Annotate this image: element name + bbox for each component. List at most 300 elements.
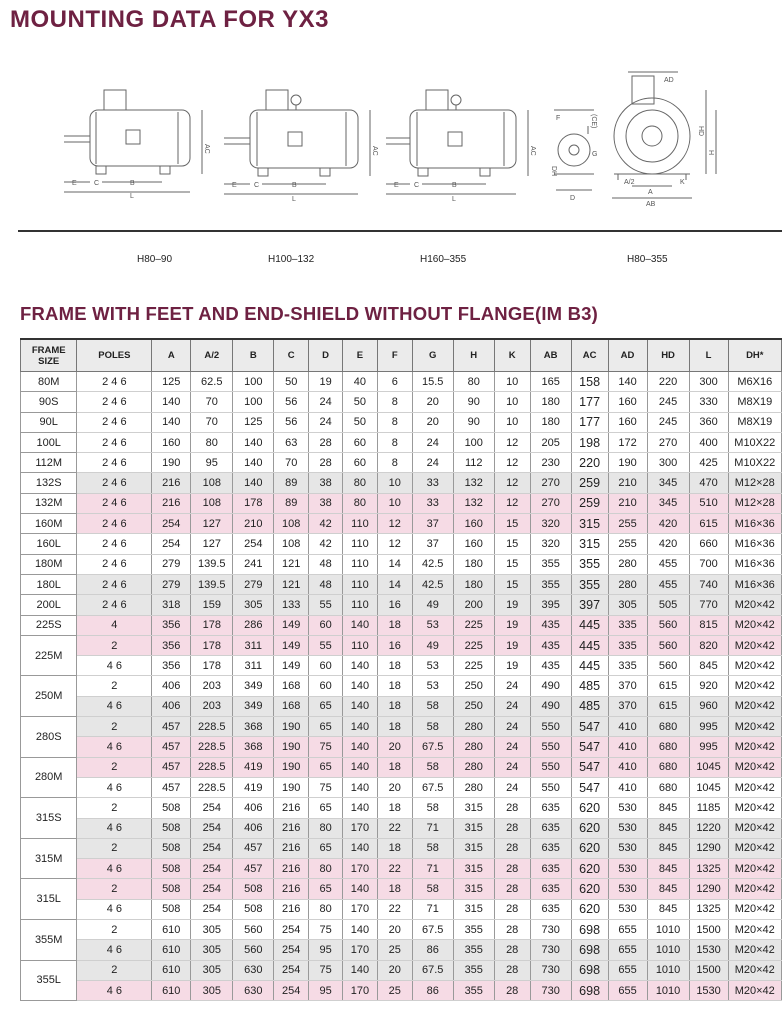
table-cell: 254 <box>191 838 233 858</box>
table-cell: 254 <box>191 818 233 838</box>
table-cell: 24 <box>309 392 343 412</box>
table-cell: 125 <box>152 372 191 392</box>
table-cell: 28 <box>494 940 530 960</box>
table-cell: 547 <box>571 737 608 757</box>
table-cell: 177 <box>571 392 608 412</box>
table-cell: 14 <box>377 574 412 594</box>
table-header <box>21 339 782 372</box>
table-cell: 680 <box>647 777 689 797</box>
table-cell: 24 <box>494 757 530 777</box>
table-cell: 89 <box>274 493 309 513</box>
table-cell: 56 <box>274 412 309 432</box>
table-cell: 190 <box>274 757 309 777</box>
table-cell: 730 <box>530 960 571 980</box>
table-cell: 12 <box>494 453 530 473</box>
table-row <box>21 453 782 473</box>
table-cell: M10X22 <box>728 453 781 473</box>
table-cell: 160 <box>453 534 494 554</box>
table-cell: 149 <box>274 656 309 676</box>
table-cell: 216 <box>274 818 309 838</box>
dim-c-label: C <box>414 182 420 189</box>
table-cell: 65 <box>309 879 343 899</box>
table-cell: 18 <box>377 615 412 635</box>
table-cell: 845 <box>689 656 728 676</box>
table-cell: 305 <box>233 595 274 615</box>
table-cell: 149 <box>274 615 309 635</box>
dim-a2-label: A/2 <box>624 179 635 186</box>
table-cell: 2 <box>77 676 152 696</box>
table-cell: 698 <box>571 960 608 980</box>
dim-ad-label: AD <box>664 77 674 84</box>
table-cell: 210 <box>608 493 647 513</box>
table-cell: 18 <box>377 798 412 818</box>
table-cell: 698 <box>571 940 608 960</box>
table-row <box>21 737 782 757</box>
table-cell: 19 <box>494 635 530 655</box>
table-cell: 133 <box>274 595 309 615</box>
table-cell: 160 <box>453 514 494 534</box>
table-cell: 140 <box>152 412 191 432</box>
table-row <box>21 859 782 879</box>
table-cell: M20×42 <box>728 798 781 818</box>
frame-size-cell: 355M <box>21 920 77 961</box>
table-cell: 140 <box>343 879 378 899</box>
table-cell: 38 <box>309 493 343 513</box>
table-cell: 2 4 6 <box>77 412 152 432</box>
table-cell: 410 <box>608 737 647 757</box>
table-cell: 198 <box>571 432 608 452</box>
table-cell: 335 <box>608 656 647 676</box>
column-header: HD <box>647 339 689 372</box>
table-cell: 280 <box>453 757 494 777</box>
table-cell: 457 <box>152 777 191 797</box>
table-cell: 6 <box>377 372 412 392</box>
caption-h100-132: H100–132 <box>268 254 315 265</box>
table-cell: 410 <box>608 757 647 777</box>
table-cell: 318 <box>152 595 191 615</box>
table-row <box>21 960 782 980</box>
table-cell: 355 <box>453 920 494 940</box>
table-cell: 305 <box>191 960 233 980</box>
table-cell: 345 <box>647 493 689 513</box>
table-cell: 2 <box>77 960 152 980</box>
table-cell: 48 <box>309 574 343 594</box>
table-row <box>21 412 782 432</box>
table-cell: 635 <box>530 818 571 838</box>
table-cell: 65 <box>309 696 343 716</box>
frame-size-cell: 280M <box>21 757 77 798</box>
table-cell: 335 <box>608 635 647 655</box>
table-cell: 455 <box>647 574 689 594</box>
table-cell: 655 <box>608 960 647 980</box>
table-cell: 12 <box>377 534 412 554</box>
table-cell: 2 4 6 <box>77 554 152 574</box>
table-cell: 58 <box>412 838 453 858</box>
table-cell: 19 <box>494 656 530 676</box>
table-cell: 300 <box>647 453 689 473</box>
table-cell: 108 <box>274 514 309 534</box>
table-cell: 28 <box>494 859 530 879</box>
table-cell: M20×42 <box>728 859 781 879</box>
table-cell: 22 <box>377 859 412 879</box>
table-cell: 70 <box>191 412 233 432</box>
frame-size-cell: 160L <box>21 534 77 554</box>
table-cell: 1045 <box>689 777 728 797</box>
table-cell: 108 <box>191 493 233 513</box>
table-cell: 140 <box>233 432 274 452</box>
table-cell: 37 <box>412 514 453 534</box>
frame-size-cell: 80M <box>21 372 77 392</box>
table-cell: 368 <box>233 717 274 737</box>
table-cell: 419 <box>233 757 274 777</box>
frame-size-cell: 315S <box>21 798 77 839</box>
table-cell: 254 <box>191 798 233 818</box>
dim-ac-label: AC <box>203 144 210 154</box>
table-cell: 112 <box>453 453 494 473</box>
table-cell: 53 <box>412 615 453 635</box>
table-cell: 485 <box>571 696 608 716</box>
table-cell: 22 <box>377 818 412 838</box>
table-cell: 158 <box>571 372 608 392</box>
table-cell: 140 <box>343 656 378 676</box>
table-cell: 530 <box>608 838 647 858</box>
table-cell: M6X16 <box>728 372 781 392</box>
table-cell: 311 <box>233 635 274 655</box>
table-cell: 216 <box>274 798 309 818</box>
column-header: D <box>309 339 343 372</box>
dim-l-label: L <box>130 193 134 200</box>
table-cell: 24 <box>412 432 453 452</box>
table-cell: 2 <box>77 717 152 737</box>
table-cell: 315 <box>453 859 494 879</box>
table-cell: 355 <box>453 980 494 1000</box>
table-cell: 24 <box>494 676 530 696</box>
table-cell: 2 4 6 <box>77 473 152 493</box>
table-cell: 132 <box>453 473 494 493</box>
frame-size-cell: 315L <box>21 879 77 920</box>
table-cell: 228.5 <box>191 717 233 737</box>
table-cell: 655 <box>608 940 647 960</box>
table-cell: 140 <box>343 920 378 940</box>
table-cell: 406 <box>152 696 191 716</box>
table-cell: 20 <box>377 777 412 797</box>
table-cell: 395 <box>530 595 571 615</box>
table-cell: 178 <box>191 615 233 635</box>
table-cell: 205 <box>530 432 571 452</box>
table-cell: 635 <box>530 798 571 818</box>
table-cell: 680 <box>647 737 689 757</box>
section-title: FRAME WITH FEET AND END-SHIELD WITHOUT FLANGE(IM B3) <box>20 303 599 324</box>
table-row <box>21 717 782 737</box>
table-cell: 920 <box>689 676 728 696</box>
table-cell: 216 <box>274 899 309 919</box>
table-cell: 110 <box>343 574 378 594</box>
table-row <box>21 493 782 513</box>
table-cell: 508 <box>233 879 274 899</box>
table-cell: M20×42 <box>728 615 781 635</box>
table-cell: 140 <box>152 392 191 412</box>
table-cell: 445 <box>571 635 608 655</box>
table-cell: 25 <box>377 940 412 960</box>
table-cell: 4 6 <box>77 656 152 676</box>
table-cell: 100 <box>233 392 274 412</box>
table-cell: 28 <box>309 453 343 473</box>
table-cell: 228.5 <box>191 737 233 757</box>
table-cell: 24 <box>494 696 530 716</box>
table-cell: 4 6 <box>77 777 152 797</box>
table-cell: M20×42 <box>728 960 781 980</box>
table-cell: 28 <box>494 798 530 818</box>
table-cell: 2 4 6 <box>77 595 152 615</box>
table-cell: 18 <box>377 838 412 858</box>
caption-h80-355: H80–355 <box>627 254 668 265</box>
table-cell: 254 <box>191 859 233 879</box>
table-cell: 33 <box>412 473 453 493</box>
table-cell: 63 <box>274 432 309 452</box>
table-cell: 24 <box>309 412 343 432</box>
table-cell: 75 <box>309 737 343 757</box>
table-cell: 680 <box>647 757 689 777</box>
table-cell: 28 <box>494 838 530 858</box>
table-cell: 190 <box>274 777 309 797</box>
table-cell: 270 <box>530 493 571 513</box>
table-cell: 14 <box>377 554 412 574</box>
table-cell: 280 <box>453 717 494 737</box>
table-cell: 140 <box>608 372 647 392</box>
table-cell: 56 <box>274 392 309 412</box>
table-cell: 140 <box>343 960 378 980</box>
table-cell: 49 <box>412 595 453 615</box>
table-cell: 845 <box>647 818 689 838</box>
mounting-data-table <box>20 338 782 1001</box>
table-cell: 48 <box>309 554 343 574</box>
table-cell: 490 <box>530 696 571 716</box>
table-cell: 19 <box>494 595 530 615</box>
table-cell: 1530 <box>689 940 728 960</box>
table-cell: 279 <box>233 574 274 594</box>
table-cell: 4 <box>77 615 152 635</box>
table-cell: 255 <box>608 534 647 554</box>
table-cell: 435 <box>530 656 571 676</box>
table-cell: 95 <box>309 940 343 960</box>
table-cell: 510 <box>689 493 728 513</box>
table-cell: 315 <box>453 838 494 858</box>
table-cell: 620 <box>571 838 608 858</box>
table-cell: 845 <box>647 879 689 899</box>
table-cell: 435 <box>530 615 571 635</box>
table-cell: 172 <box>608 432 647 452</box>
table-cell: 485 <box>571 676 608 696</box>
table-cell: 110 <box>343 595 378 615</box>
table-cell: 2 <box>77 838 152 858</box>
table-cell: 22 <box>377 899 412 919</box>
column-header: POLES <box>77 339 152 372</box>
table-cell: 530 <box>608 899 647 919</box>
table-cell: 530 <box>608 818 647 838</box>
dim-e-label: E <box>72 180 77 187</box>
table-cell: 635 <box>530 879 571 899</box>
table-cell: 170 <box>343 899 378 919</box>
table-cell: 15.5 <box>412 372 453 392</box>
table-cell: 254 <box>191 899 233 919</box>
table-body <box>21 372 782 1001</box>
table-cell: 80 <box>191 432 233 452</box>
table-cell: 397 <box>571 595 608 615</box>
table-cell: 560 <box>647 656 689 676</box>
dim-d-label: D <box>570 195 576 202</box>
table-cell: 50 <box>343 412 378 432</box>
table-cell: 330 <box>689 392 728 412</box>
table-cell: 12 <box>494 473 530 493</box>
table-cell: M20×42 <box>728 879 781 899</box>
table-cell: 4 6 <box>77 940 152 960</box>
table-cell: 270 <box>647 432 689 452</box>
table-cell: 37 <box>412 534 453 554</box>
table-cell: 140 <box>343 615 378 635</box>
table-cell: 168 <box>274 696 309 716</box>
table-cell: 55 <box>309 635 343 655</box>
table-cell: 655 <box>608 920 647 940</box>
table-cell: 18 <box>377 879 412 899</box>
table-cell: 16 <box>377 595 412 615</box>
table-cell: 4 6 <box>77 899 152 919</box>
table-cell: 4 6 <box>77 696 152 716</box>
table-cell: 90 <box>453 392 494 412</box>
table-cell: 270 <box>530 473 571 493</box>
dim-c-label: C <box>254 182 260 189</box>
table-cell: 178 <box>191 656 233 676</box>
table-cell: 620 <box>571 879 608 899</box>
table-cell: M20×42 <box>728 635 781 655</box>
table-cell: 190 <box>274 737 309 757</box>
table-cell: 2 4 6 <box>77 514 152 534</box>
table-cell: 698 <box>571 920 608 940</box>
table-cell: 355 <box>530 574 571 594</box>
table-cell: 40 <box>343 372 378 392</box>
table-row <box>21 574 782 594</box>
table-cell: 305 <box>608 595 647 615</box>
table-cell: 610 <box>152 920 191 940</box>
table-cell: 508 <box>152 798 191 818</box>
table-cell: 225 <box>453 656 494 676</box>
table-row <box>21 940 782 960</box>
dim-k-label: K <box>680 179 685 186</box>
column-header: AB <box>530 339 571 372</box>
table-cell: 159 <box>191 595 233 615</box>
table-cell: 406 <box>233 818 274 838</box>
table-cell: 355 <box>453 960 494 980</box>
table-cell: 845 <box>647 798 689 818</box>
table-cell: 180 <box>530 392 571 412</box>
table-cell: 250 <box>453 696 494 716</box>
table-cell: 655 <box>608 980 647 1000</box>
frame-size-cell: 315M <box>21 838 77 879</box>
table-cell: 368 <box>233 737 274 757</box>
table-cell: 700 <box>689 554 728 574</box>
table-cell: 80 <box>343 493 378 513</box>
table-cell: 70 <box>191 392 233 412</box>
table-cell: 108 <box>274 534 309 554</box>
dim-b-label: B <box>292 182 297 189</box>
table-row <box>21 899 782 919</box>
table-cell: 180 <box>453 574 494 594</box>
table-row <box>21 514 782 534</box>
table-cell: 2 <box>77 757 152 777</box>
table-cell: 615 <box>647 676 689 696</box>
table-cell: 550 <box>530 777 571 797</box>
table-cell: 445 <box>571 656 608 676</box>
table-row <box>21 392 782 412</box>
table-cell: M10X22 <box>728 432 781 452</box>
table-cell: 1010 <box>647 980 689 1000</box>
table-cell: 60 <box>343 453 378 473</box>
table-cell: 10 <box>494 372 530 392</box>
table-cell: 110 <box>343 635 378 655</box>
column-header: A <box>152 339 191 372</box>
table-cell: 550 <box>530 737 571 757</box>
table-cell: 19 <box>494 615 530 635</box>
dim-ab-label: AB <box>646 201 656 208</box>
table-cell: 1500 <box>689 920 728 940</box>
table-cell: 140 <box>343 838 378 858</box>
table-cell: 28 <box>494 818 530 838</box>
table-cell: 490 <box>530 676 571 696</box>
table-row <box>21 534 782 554</box>
table-cell: 2 4 6 <box>77 493 152 513</box>
table-cell: 508 <box>152 818 191 838</box>
table-cell: 80 <box>309 899 343 919</box>
table-cell: 315 <box>453 818 494 838</box>
table-cell: 530 <box>608 798 647 818</box>
table-cell: 620 <box>571 818 608 838</box>
table-cell: 110 <box>343 534 378 554</box>
table-cell: 259 <box>571 493 608 513</box>
table-cell: 620 <box>571 899 608 919</box>
frame-size-cell: 200L <box>21 595 77 615</box>
table-cell: 110 <box>343 554 378 574</box>
table-cell: 610 <box>152 960 191 980</box>
table-cell: 550 <box>530 717 571 737</box>
frame-size-cell: 132S <box>21 473 77 493</box>
table-row <box>21 595 782 615</box>
table-cell: 4 6 <box>77 980 152 1000</box>
dim-e-label: E <box>394 182 399 189</box>
table-cell: 121 <box>274 574 309 594</box>
table-cell: 140 <box>343 696 378 716</box>
table-cell: 254 <box>152 534 191 554</box>
dim-l-label: L <box>452 196 456 203</box>
table-cell: 20 <box>377 960 412 980</box>
table-cell: 15 <box>494 514 530 534</box>
table-cell: 20 <box>412 412 453 432</box>
table-cell: 65 <box>309 798 343 818</box>
table-cell: 8 <box>377 412 412 432</box>
table-cell: 349 <box>233 676 274 696</box>
table-cell: 845 <box>647 859 689 879</box>
table-cell: 67.5 <box>412 737 453 757</box>
table-cell: 1010 <box>647 920 689 940</box>
table-cell: 100 <box>233 372 274 392</box>
table-cell: 58 <box>412 696 453 716</box>
table-cell: 127 <box>191 534 233 554</box>
table-cell: 180 <box>530 412 571 432</box>
diagram-h100-132 <box>222 70 387 205</box>
table-cell: 216 <box>152 493 191 513</box>
table-cell: 435 <box>530 635 571 655</box>
dim-hd-label: HD <box>697 126 704 137</box>
table-row <box>21 757 782 777</box>
table-cell: 254 <box>191 879 233 899</box>
